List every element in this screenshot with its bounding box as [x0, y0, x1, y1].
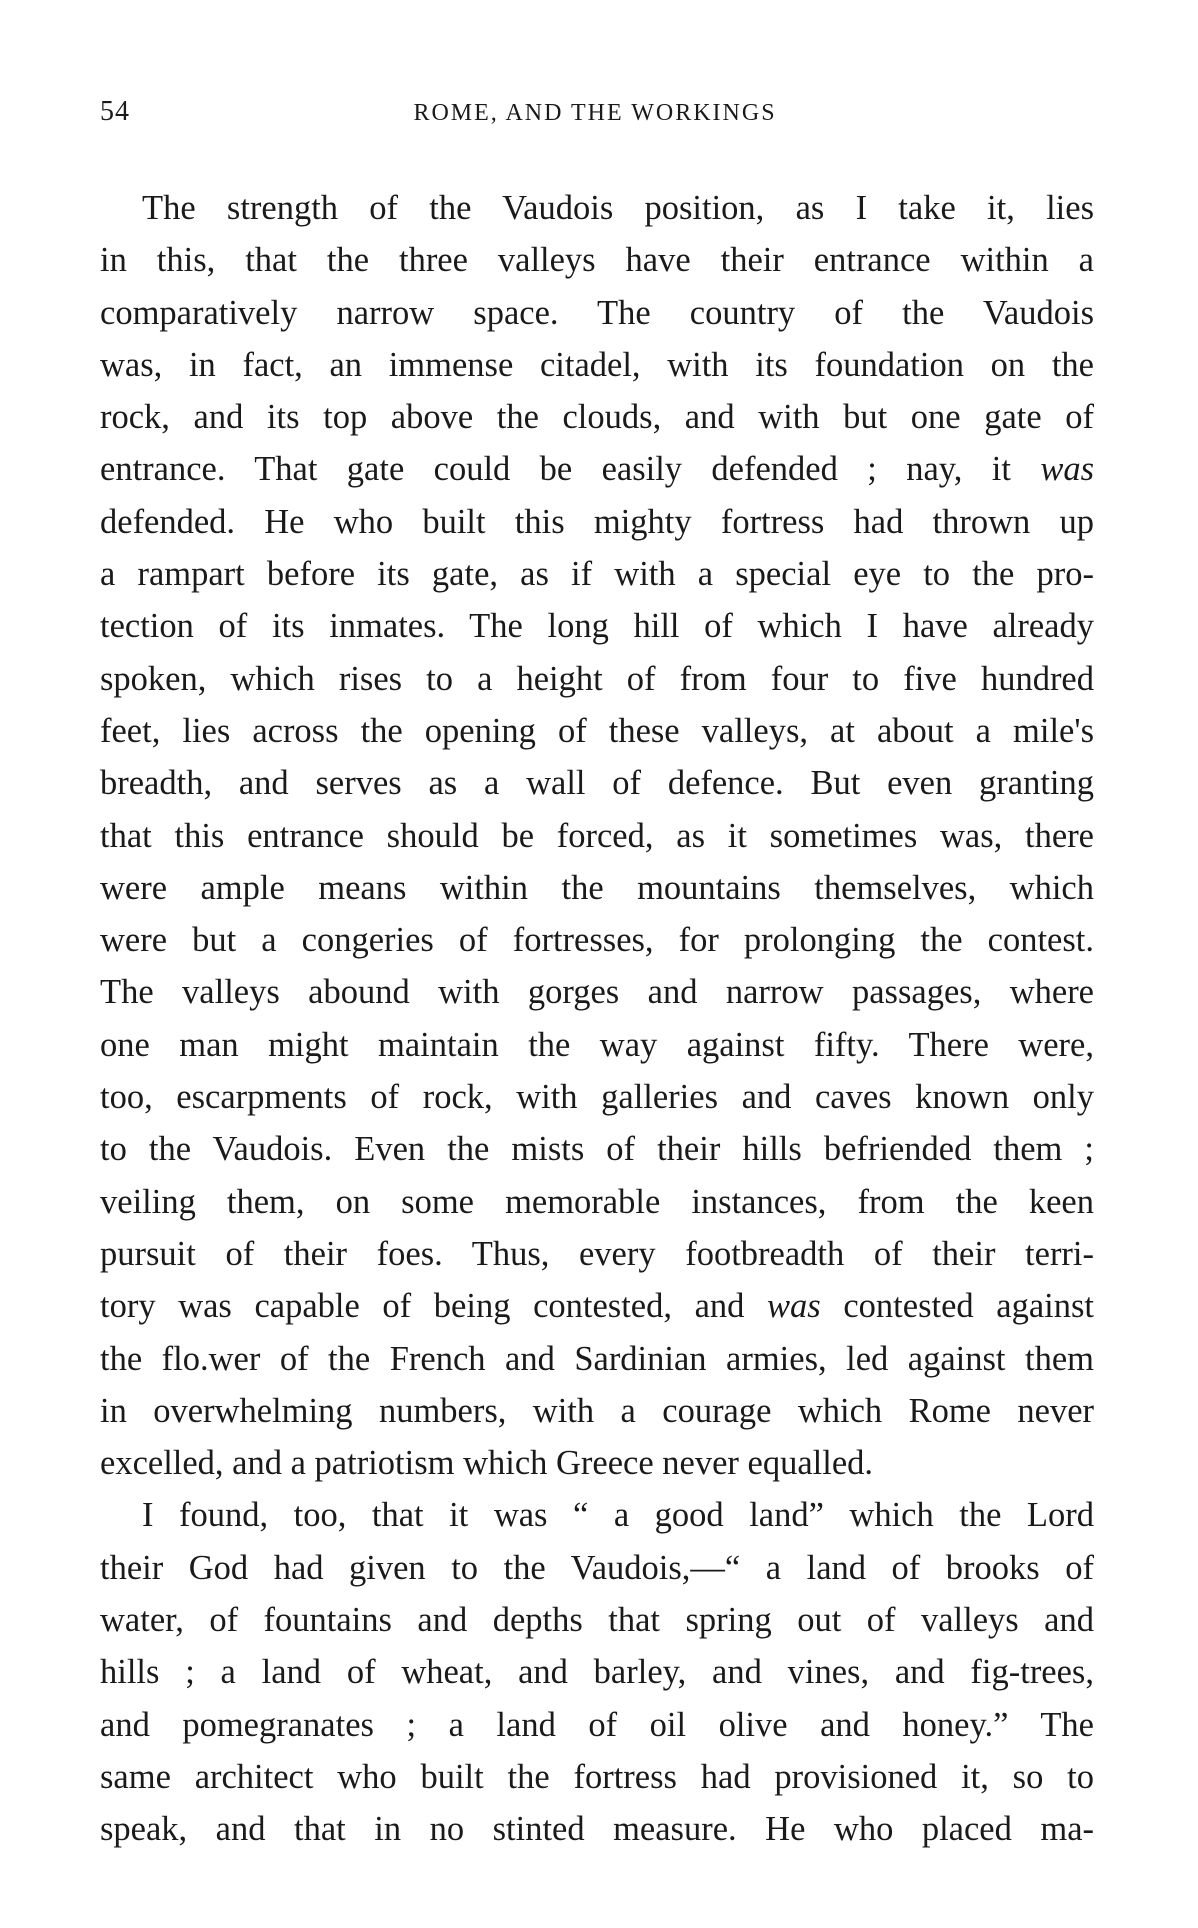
text-line: The valleys abound with gorges and narrow passages, where [100, 973, 1094, 1012]
text-line: that this entrance should be forced, as it sometimes was, there [100, 816, 1094, 855]
text-line: comparatively narrow space. The country of the Vaudois [100, 293, 1094, 332]
text-line: in overwhelming numbers, with a courage which Rome never [100, 1391, 1094, 1430]
page-number: 54 [100, 96, 130, 127]
text-line: The strength of the Vaudois position, as I take it, lies [142, 189, 1094, 227]
text-line: and pomegranates ; a land of oil olive and honey.” The [100, 1705, 1094, 1744]
text-line: pursuit of their foes. Thus, every footbreadth of their terri- [100, 1234, 1094, 1273]
body-text [100, 182, 1094, 1856]
text-line: rock, and its top above the clouds, and with but one gate of [100, 398, 1094, 437]
text-line: tory was capable of being contested, and was contested against [100, 1287, 1094, 1326]
text-line: same architect who built the fortress had provisioned it, so to [100, 1757, 1094, 1796]
emphasis: was [1040, 450, 1094, 489]
paragraph-2 [100, 1489, 1094, 1855]
text-line: was, in fact, an immense citadel, with its foundation on the [100, 345, 1094, 384]
paragraph-1 [100, 182, 1094, 1489]
text-line: spoken, which rises to a height of from four to five hundred [100, 659, 1094, 698]
text-line: tection of its inmates. The long hill of which I have already [100, 607, 1094, 646]
running-title: ROME, AND THE WORKINGS [413, 100, 777, 126]
text-line: hills ; a land of wheat, and barley, and vines, and fig-trees, [100, 1653, 1094, 1692]
text-line: feet, lies across the opening of these valleys, at about a mile's [100, 711, 1094, 750]
text-line: were but a congeries of fortresses, for prolonging the contest. [100, 921, 1094, 960]
text-line: a rampart before its gate, as if with a special eye to the pro- [100, 555, 1094, 594]
text-line: I found, too, that it was “ a good land” which the Lord [142, 1496, 1094, 1535]
running-head [100, 96, 1090, 136]
text-line: breadth, and serves as a wall of defence. But even granting [100, 764, 1094, 803]
text-line: were ample means within the mountains themselves, which [100, 868, 1094, 907]
text-line: in this, that the three valleys have their entrance within a [100, 241, 1094, 280]
text-line: water, of fountains and depths that spring out of valleys and [100, 1601, 1094, 1640]
text-line: speak, and that in no stinted measure. He who placed ma- [100, 1810, 1094, 1849]
text-line: veiling them, on some memorable instances, from the keen [100, 1182, 1094, 1221]
text-line: one man might maintain the way against fifty. There were, [100, 1025, 1094, 1064]
emphasis: was [767, 1287, 821, 1326]
text-line: to the Vaudois. Even the mists of their hills befriended them ; [100, 1130, 1094, 1169]
text-line: their God had given to the Vaudois,—“ a land of brooks of [100, 1548, 1094, 1587]
text-line: defended. He who built this mighty fortress had thrown up [100, 502, 1094, 541]
text-line: too, escarpments of rock, with galleries and caves known only [100, 1078, 1094, 1117]
text-line: excelled, and a patriotism which Greece never equalled. [100, 1444, 874, 1483]
text-line: the flo.wer of the French and Sardinian armies, led against them [100, 1339, 1094, 1378]
text-line: entrance. That gate could be easily defended ; nay, it was [100, 450, 1094, 489]
